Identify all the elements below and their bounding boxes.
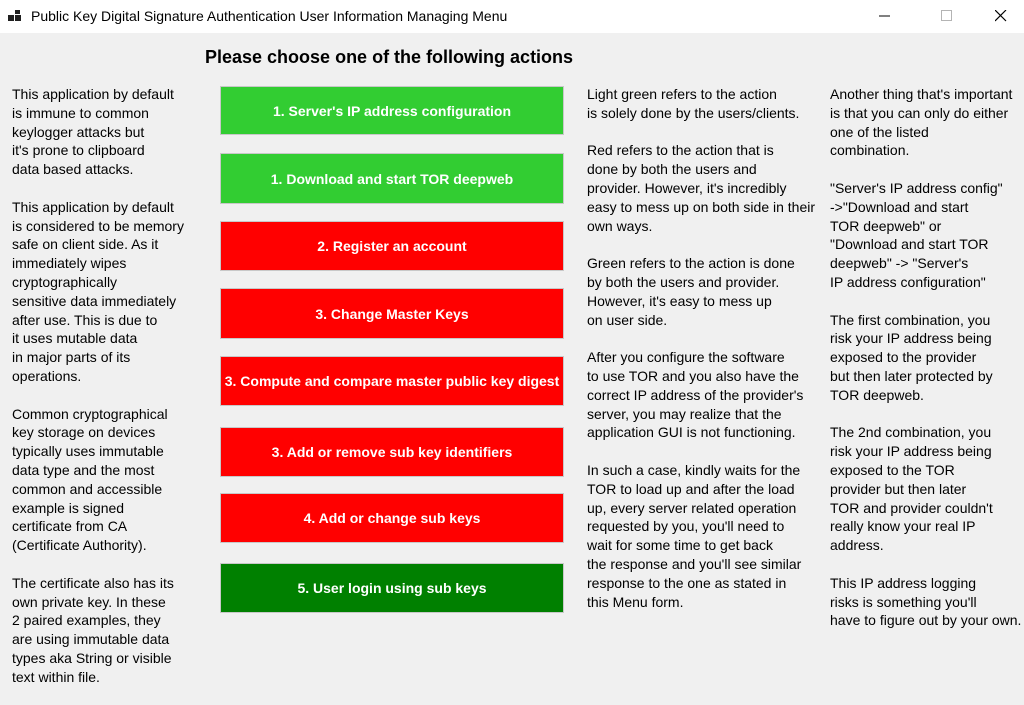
- left-info-column: [12, 85, 202, 705]
- info-paragraph: This IP address logging risks is something you'll have to figure out by your own.: [830, 574, 1022, 629]
- app-icon: [8, 10, 22, 22]
- info-paragraph: Light green refers to the action is solely done by the users/clients.: [587, 86, 800, 121]
- change-sub-keys-button[interactable]: 4. Add or change sub keys: [220, 493, 564, 543]
- middle-info-column: [587, 85, 827, 630]
- compute-digest-button[interactable]: 3. Compute and compare master public key digest: [220, 356, 564, 406]
- server-ip-config-button[interactable]: 1. Server's IP address configuration: [220, 86, 564, 135]
- window-title: Public Key Digital Signature Authentication User Information Managing Menu: [31, 8, 508, 24]
- right-info-column: [830, 85, 1024, 649]
- info-paragraph: "Server's IP address config" ->"Download and start TOR deepweb" or "Download and start TOR deepweb" -> "Server's IP address configuration": [830, 179, 1003, 290]
- info-paragraph: This application by default is immune to common keylogger attacks but it's prone to clipboard data based attacks.: [12, 86, 174, 178]
- maximize-button[interactable]: [924, 0, 970, 33]
- sub-key-identifiers-button[interactable]: 3. Add or remove sub key identifiers: [220, 427, 564, 477]
- close-icon: [995, 10, 1007, 22]
- info-paragraph: This application by default is considered to be memory safe on client side. As it immediately wipes cryptographically sensitive data immediately after use. This is due to it uses mutable data in major parts of its operations.: [12, 198, 184, 384]
- page-heading: Please choose one of the following actions: [205, 47, 574, 67]
- user-login-button[interactable]: 5. User login using sub keys: [220, 563, 564, 613]
- minimize-button[interactable]: [862, 0, 908, 33]
- info-paragraph: Red refers to the action that is done by both the users and provider. However, it's incredibly easy to mess up on both side in their own ways.: [587, 142, 816, 234]
- info-paragraph: Green refers to the action is done by both the users and provider. However, it's easy to mess up on user side.: [587, 255, 795, 328]
- maximize-icon: [941, 10, 953, 22]
- minimize-icon: [879, 10, 891, 22]
- info-paragraph: In such a case, kindly waits for the TOR to load up and after the load up, every server related operation requested by you, you'll need to wait for some time to get back the response and you'll see similar response to the one as stated in this Menu form.: [587, 461, 802, 610]
- change-master-keys-button[interactable]: 3. Change Master Keys: [220, 288, 564, 339]
- register-account-button[interactable]: 2. Register an account: [220, 221, 564, 271]
- info-paragraph: Common cryptographical key storage on devices typically uses immutable data type and the most common and accessible example is signed certificate from CA (Certificate Authority).: [12, 405, 168, 554]
- info-paragraph: The 2nd combination, you risk your IP address being exposed to the TOR provider but then later TOR and provider couldn't really know your real IP address.: [830, 424, 993, 554]
- info-paragraph: After you configure the software to use TOR and you also have the correct IP address of the provider's server, you may realize that the application GUI is not functioning.: [587, 349, 804, 441]
- title-bar: [0, 0, 1024, 33]
- info-paragraph: The certificate also has its own private key. In these 2 paired examples, they are using immutable data types aka String or visible text within file.: [12, 574, 174, 685]
- info-paragraph: The first combination, you risk your IP address being exposed to the provider but then later protected by TOR deepweb.: [830, 311, 993, 403]
- download-tor-button[interactable]: 1. Download and start TOR deepweb: [220, 153, 564, 204]
- close-button[interactable]: [978, 0, 1024, 33]
- info-paragraph: Another thing that's important is that you can only do either one of the listed combination.: [830, 86, 1013, 159]
